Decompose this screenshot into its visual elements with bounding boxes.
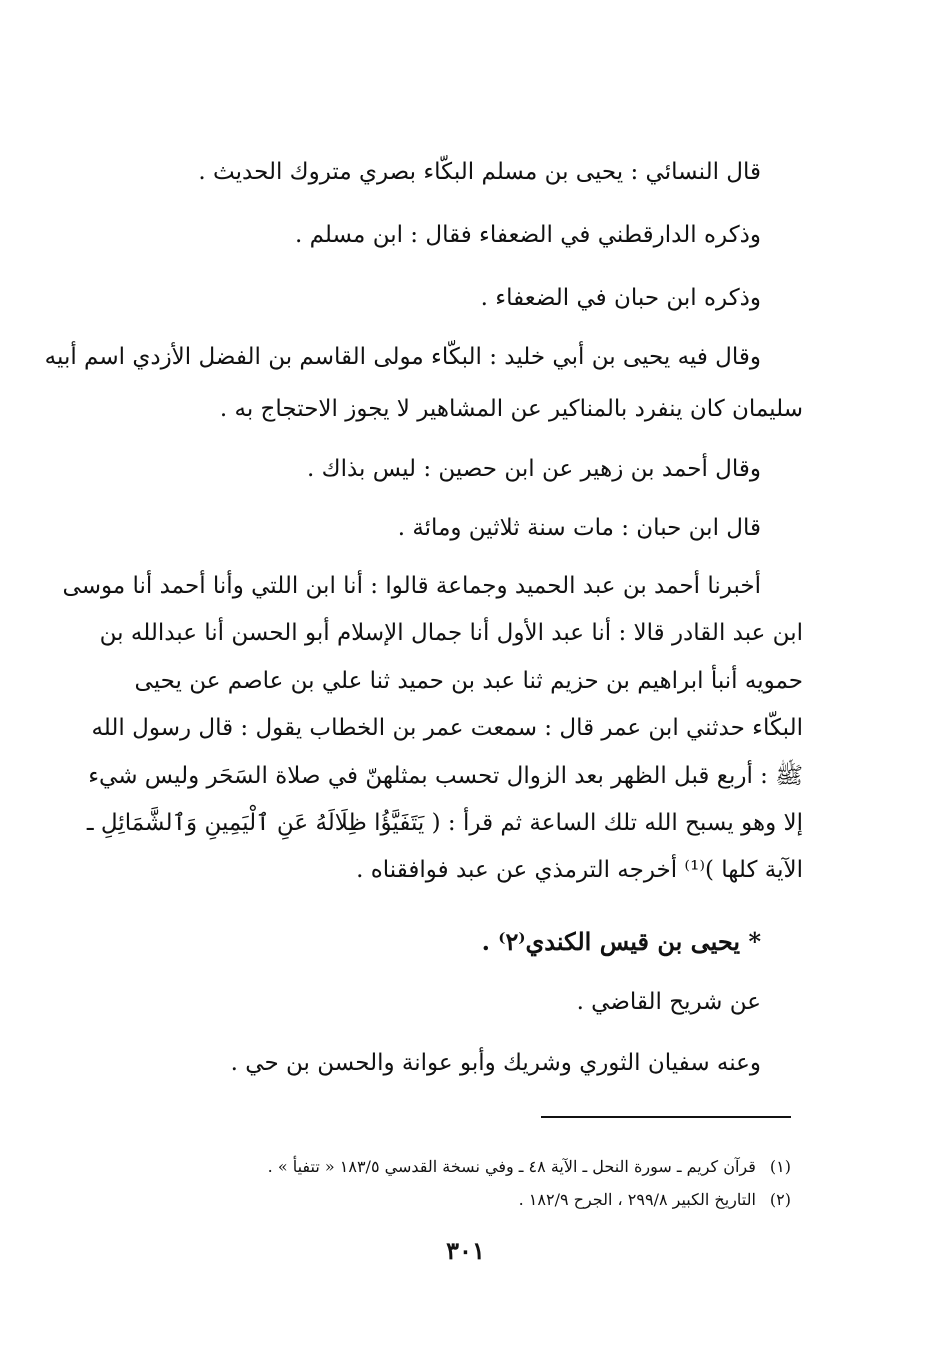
text-line: عن شريح القاضي .	[576, 989, 761, 1015]
text-line: البكّاء حدثني ابن عمر قال : سمعت عمر بن الخطاب يقول : قال رسول الله	[91, 715, 803, 741]
text-line: الآية كلها )⁽¹⁾ أخرجه الترمذي عن عبد فوافقناه .	[356, 857, 803, 883]
text-line: قال النسائي : يحيى بن مسلم البكّاء بصري متروك الحديث .	[198, 159, 761, 185]
text-line: وقال أحمد بن زهير عن ابن حصين : ليس بذاك .	[307, 456, 761, 482]
text-line: ابن عبد القادر قالا : أنا عبد الأول أنا جمال الإسلام أبو الحسن أنا عبدالله بن	[99, 620, 803, 646]
footnote	[519, 1189, 791, 1211]
text-line: حمويه أنبأ ابراهيم بن حزيم ثنا عبد بن حميد ثنا علي بن عاصم عن يحيى	[134, 668, 803, 694]
footnote-divider	[541, 1116, 791, 1118]
footnote-text: التاريخ الكبير ٢٩٩/٨ ، الجرح ١٨٢/٩ .	[518, 1190, 756, 1209]
text-line: إلا وهو يسبح الله تلك الساعة ثم قرأ : ( يَتَفَيَّؤُا ظِلَالَهُ عَنِ ٱلْيَمِينِ وَٱلشَّمَائِلِ ـ	[86, 810, 803, 836]
text-line: أخبرنا أحمد بن عبد الحميد وجماعة قالوا : أنا ابن اللتي وأنا أحمد أنا موسى	[62, 573, 761, 599]
page-number: ٣٠١	[446, 1236, 485, 1265]
entry-title: * يحيى بن قيس الكندي⁽٢⁾ .	[481, 927, 761, 956]
footnote-text: قرآن كريم ـ سورة النحل ـ الآية ٤٨ ـ وفي نسخة القدسي ١٨٣/٥ « تتفيأ » .	[267, 1157, 756, 1176]
footnote-number: (١)	[769, 1157, 791, 1176]
text-line: وقال فيه يحيى بن أبي خليد : البكّاء مولى القاسم بن الفضل الأزدي اسم أبيه	[44, 344, 761, 370]
text-line: قال ابن حبان : مات سنة ثلاثين ومائة .	[397, 515, 761, 541]
text-line: وذكره ابن حبان في الضعفاء .	[480, 285, 761, 311]
footnote-number: (٢)	[769, 1190, 791, 1209]
text-line: ﷺ : أربع قبل الظهر بعد الزوال تحسب بمثلهنّ في صلاة السَحَر وليس شيء	[88, 763, 803, 789]
text-line: وعنه سفيان الثوري وشريك وأبو عوانة والحسن بن حي .	[230, 1050, 761, 1076]
footnote	[268, 1156, 791, 1178]
text-line: وذكره الدارقطني في الضعفاء فقال : ابن مسلم .	[295, 222, 761, 248]
text-line: سليمان كان ينفرد بالمناكير عن المشاهير لا يجوز الاحتجاج به .	[219, 396, 803, 422]
